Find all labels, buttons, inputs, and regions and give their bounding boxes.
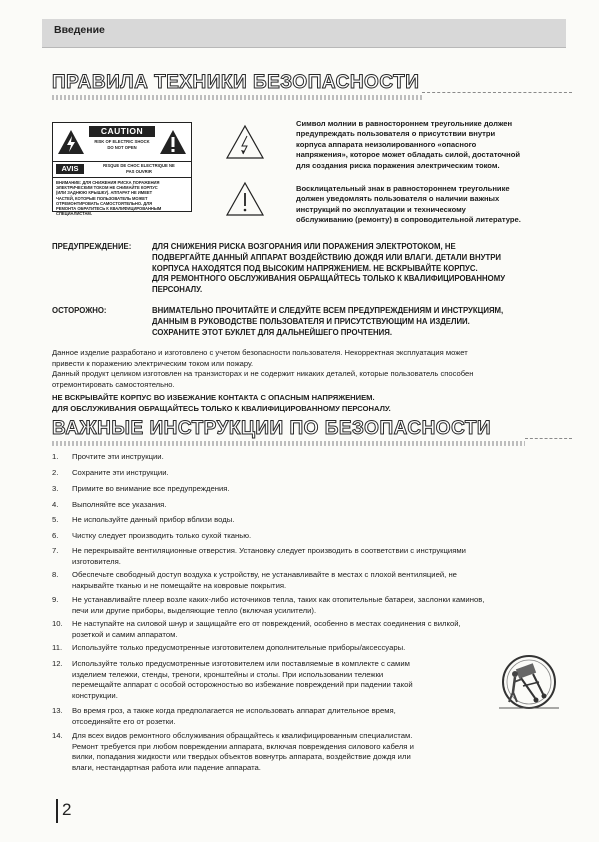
text-line: Сохраните эти инструкции. xyxy=(72,468,169,477)
exclamation-triangle-icon xyxy=(159,129,187,155)
design-note xyxy=(52,348,572,369)
text-line: Данный продукт целиком изготовлен на транзисторах и не содержит никаких деталей, которые пользователь способен xyxy=(52,369,474,378)
risk-line-2: DO NOT OPEN xyxy=(107,145,137,150)
text-line: Не перекрывайте вентиляционные отверстия. Установку следует производить в соответствии с инструкциями xyxy=(72,546,466,555)
lightning-triangle-icon xyxy=(57,129,85,155)
section-label: Введение xyxy=(54,24,105,36)
text-line: Во время гроз, а также когда предполагается не использовать аппарат длительное время, xyxy=(72,706,396,715)
item-text xyxy=(72,619,570,640)
item-text xyxy=(72,659,502,701)
label-line: ОТРЕМОНТИРОВАТЬ САМОСТОЯТЕЛЬНО. ДЛЯ xyxy=(56,200,153,206)
text-line: перемещайте аппарат с особой осторожностью во избежание повреждений при падении такой xyxy=(72,680,413,690)
text-line: ПОДВЕРГАЙТЕ ДАННЫЙ АППАРАТ ВОЗДЕЙСТВИЮ ДОЖДЯ ИЛИ ВЛАГИ. ДЕТАЛИ ВНУТРИ xyxy=(152,252,502,262)
text-line: Не используйте данный прибор вблизи воды. xyxy=(72,515,235,524)
text-line: ДАННЫМ В РУКОВОДСТВЕ ПОЛЬЗОВАТЕЛЯ И ПРИСУТСТВУЮЩИМ НА ИЗДЕЛИИ. xyxy=(152,316,470,326)
caution-text xyxy=(152,306,577,338)
title-rule xyxy=(422,92,572,93)
item-text xyxy=(72,731,502,773)
text-line: ДЛЯ РЕМОНТНОГО ОБСЛУЖИВАНИЯ ОБРАЩАЙТЕСЬ ТОЛЬКО К КВАЛИФИЦИРОВАННОМУ xyxy=(152,274,506,284)
label-line: ЧАСТЕЙ, КОТОРЫЕ ПОЛЬЗОВАТЕЛЬ МОЖЕТ xyxy=(56,195,148,201)
text-line: изготовителя. xyxy=(72,556,121,566)
text-line: СОХРАНИТЕ ЭТОТ БУКЛЕТ ДЛЯ ДАЛЬНЕЙШЕГО ПРОЧТЕНИЯ. xyxy=(152,327,393,337)
item-number: 7. xyxy=(52,546,59,555)
text-line: НЕ ВСКРЫВАЙТЕ КОРПУС ВО ИЗБЕЖАНИЕ КОНТАКТА С ОПАСНЫМ НАПРЯЖЕНИЕМ. xyxy=(52,393,375,402)
item-number: 14. xyxy=(52,731,63,740)
item-number: 12. xyxy=(52,659,63,668)
text-line: КОРПУСА НАХОДЯТСЯ ПОД ВЫСОКИМ НАПРЯЖЕНИЕМ. НЕ ВСКРЫВАЙТЕ КОРПУС. xyxy=(152,263,478,273)
do-not-open-note xyxy=(52,393,572,414)
text-line: корпуса аппарата неизолированного «опасного xyxy=(296,139,477,149)
item-text xyxy=(72,531,527,542)
label-line: СПЕЦИАЛИСТАМ. xyxy=(56,211,92,217)
text-line: Используйте только предусмотренные изготовителем дополнительные приборы/аксессуары. xyxy=(72,643,406,652)
text-line: отремонтировать самостоятельно. xyxy=(52,379,175,389)
text-line: Используйте только предусмотренные изготовителем или поставляемые в комплекте с самим xyxy=(72,659,410,668)
item-number: 13. xyxy=(52,706,63,715)
exclamation-triangle-icon xyxy=(225,181,265,217)
item-number: 3. xyxy=(52,484,59,493)
item-text xyxy=(72,595,570,616)
text-line: конструкции. xyxy=(72,690,118,700)
cart-warning-icon xyxy=(495,652,563,714)
page-number: 2 xyxy=(62,800,72,819)
text-line: Для всех видов ремонтного обслуживания обращайтесь к квалифицированным специалистам. xyxy=(72,731,413,740)
page-number-bar xyxy=(56,799,58,823)
text-line: инструкций по эксплуатации и техническому xyxy=(296,204,466,214)
french-line-1: RISQUE DE CHOC ELECTRIQUE NE xyxy=(103,163,175,168)
text-line: должен уведомлять пользователя о наличии важных xyxy=(296,194,500,204)
item-text xyxy=(72,500,527,511)
exclamation-description xyxy=(296,184,574,226)
text-line: ПЕРСОНАЛУ. xyxy=(152,285,203,295)
item-number: 5. xyxy=(52,515,59,524)
text-line: Восклицательный знак в равностороннем треугольнике xyxy=(296,184,510,193)
text-line: печи или другие приборы, выделяющие тепло (включая усилители). xyxy=(72,605,317,615)
item-text xyxy=(72,515,527,526)
item-text xyxy=(72,570,570,591)
text-line: Ремонт требуется при любом повреждении аппарата, включая повреждения силового кабеля и xyxy=(72,741,414,751)
text-line: Обеспечьте свободный доступ воздуха к устройству, не устанавливайте в местах с плохой вентиляцией, не xyxy=(72,570,457,579)
french-line-2: PAS OUVRIR xyxy=(126,169,152,174)
caution-label-text xyxy=(56,180,188,216)
text-line: изделием тележки, стенды, треноги, кронштейны и столы. При использовании тележки xyxy=(72,669,384,679)
text-line: Не наступайте на силовой шнур и защищайте его от повреждений, особенно в местах соединения с вилкой, xyxy=(72,619,461,628)
item-text xyxy=(72,484,527,495)
label-line: (ИЛИ ЗАДНЮЮ КРЫШКУ). АППАРАТ НЕ ИМЕЕТ xyxy=(56,190,153,196)
avis-heading: AVIS xyxy=(56,164,84,174)
text-line: ДЛЯ ОБСЛУЖИВАНИЯ ОБРАЩАЙТЕСЬ ТОЛЬКО К КВАЛИФИЦИРОВАННОМУ ПЕРСОНАЛУ. xyxy=(52,403,391,413)
warning-text xyxy=(152,242,577,296)
label-line: ЭЛЕКТРИЧЕСКИМ ТОКОМ НЕ СНИМАЙТЕ КОРПУС xyxy=(56,185,158,191)
item-number: 1. xyxy=(52,452,59,461)
text-line: Примите во внимание все предупреждения. xyxy=(72,484,230,493)
item-text xyxy=(72,452,527,463)
title-underline xyxy=(52,441,525,446)
item-number: 10. xyxy=(52,619,63,628)
caution-label-word: ОСТОРОЖНО: xyxy=(52,306,107,315)
item-number: 9. xyxy=(52,595,59,604)
section-header-bar xyxy=(42,19,566,48)
text-line: привести к поражению электрическим током или пожару. xyxy=(52,358,254,368)
text-line: накрывайте тканью и не помещайте на ковровые покрытия. xyxy=(72,580,287,590)
item-number: 4. xyxy=(52,500,59,509)
caution-heading: CAUTION xyxy=(89,126,155,137)
risk-line-1: RISK OF ELECTRIC SHOCK xyxy=(94,139,150,144)
text-line: для создания риска поражения электрическим током. xyxy=(296,160,500,170)
text-line: Чистку следует производить только сухой тканью. xyxy=(72,531,252,540)
item-number: 2. xyxy=(52,468,59,477)
safety-rules-title: ПРАВИЛА ТЕХНИКИ БЕЗОПАСНОСТИ xyxy=(52,72,420,93)
item-number: 8. xyxy=(52,570,59,579)
lightning-description xyxy=(296,119,574,171)
caution-label xyxy=(52,122,192,217)
text-line: Выполняйте все указания. xyxy=(72,500,167,509)
item-number: 11. xyxy=(52,643,63,652)
item-text xyxy=(72,546,570,567)
label-line: ВНИМАНИЕ: ДЛЯ СНИЖЕНИЯ РИСКА ПОРАЖЕНИЯ xyxy=(56,180,160,185)
label-line: РЕМОНТА ОБРАТИТЕСЬ К КВАЛИФИЦИРОВАННЫМ xyxy=(56,206,162,212)
text-line: обслуживанию (ремонту) в сопроводительной литературе. xyxy=(296,215,521,225)
text-line: предупреждать пользователя о присутствии внутри xyxy=(296,129,496,139)
text-line: Не устанавливайте плеер возле каких-либо источников тепла, таких как отопительные батареи, заслонки каминов, xyxy=(72,595,485,604)
warning-label: ПРЕДУПРЕЖДЕНИЕ: xyxy=(52,242,132,251)
item-text xyxy=(72,643,527,654)
text-line: Данное изделие разработано и изготовлено с учетом безопасности пользователя. Некорректная эксплуатация может xyxy=(52,348,468,357)
safety-instructions-title: ВАЖНЫЕ ИНСТРУКЦИИ ПО БЕЗОПАСНОСТИ xyxy=(52,418,492,439)
text-line: ВНИМАТЕЛЬНО ПРОЧИТАЙТЕ И СЛЕДУЙТЕ ВСЕМ ПРЕДУПРЕЖДЕНИЯМ И ИНСТРУКЦИЯМ, xyxy=(152,306,504,315)
item-text xyxy=(72,468,527,479)
title-rule xyxy=(525,438,572,439)
item-text xyxy=(72,706,502,727)
text-line: розеткой и самим аппаратом. xyxy=(72,629,178,639)
text-line: Прочтите эти инструкции. xyxy=(72,452,164,461)
text-line: ДЛЯ СНИЖЕНИЯ РИСКА ВОЗГОРАНИЯ ИЛИ ПОРАЖЕНИЯ ЭЛЕКТРОТОКОМ, НЕ xyxy=(152,242,456,251)
text-line: напряжения», которое может обладать силой, достаточной xyxy=(296,150,521,160)
transistor-note xyxy=(52,369,572,390)
item-number: 6. xyxy=(52,531,59,540)
text-line: отсоединяйте его от розетки. xyxy=(72,716,176,726)
text-line: Символ молнии в равностороннем треугольнике должен xyxy=(296,119,513,128)
text-line: влаги, нестандартная работа или падение аппарата. xyxy=(72,762,261,772)
lightning-triangle-icon xyxy=(225,124,265,160)
title-underline xyxy=(52,95,422,100)
text-line: вилки, попадания жидкости или твердых объектов вовнутрь аппарата, воздействие дождя или xyxy=(72,752,411,762)
